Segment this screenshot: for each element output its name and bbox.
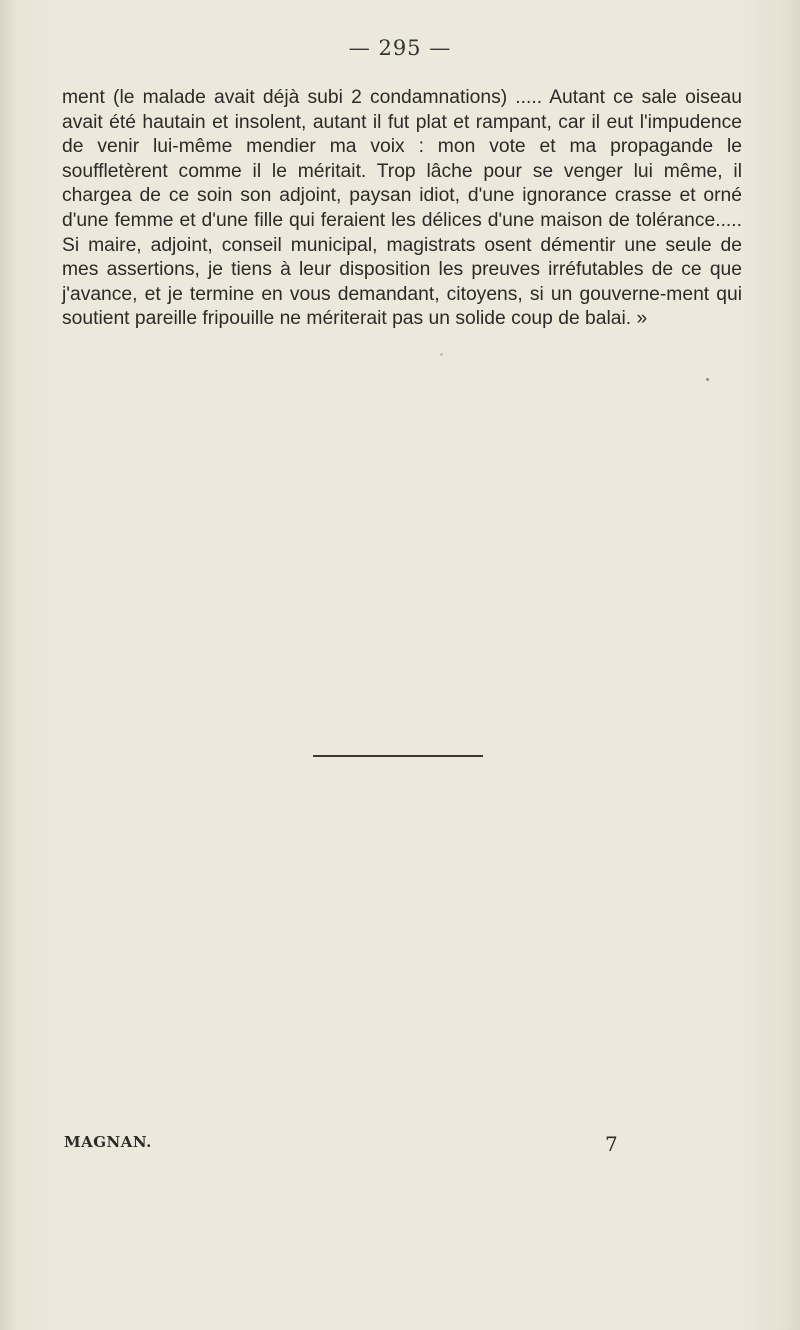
ink-speck [440, 353, 443, 356]
ink-speck [706, 378, 709, 381]
section-divider [313, 755, 483, 757]
page-number: — 295 — [348, 36, 452, 60]
printer-signature: MAGNAN. [64, 1133, 152, 1151]
sheet-number: 7 [605, 1132, 618, 1156]
body-paragraph: ment (le malade avait déjà subi 2 condamnations) ..... Autant ce sale oiseau avait été hautain et insolent, autant il fut plat et rampant, car il eut l'impudence de venir lui-même mendier ma voix : mon vote et ma propagande le souffletèrent comme il le méritait. Trop lâche pour se venger lui même, il chargea de ce soin son adjoint, paysan idiot, d'une ignorance crasse et orné d'une femme et d'une fille qui feraient les délices d'une maison de tolérance..... Si maire, adjoint, conseil municipal, magistrats osent démentir une seule de mes assertions, je tiens à leur disposition les preuves irréfutables de ce que j'avance, et je termine en vous demandant, citoyens, si un gouverne-ment qui soutient pareille fripouille ne mériterait pas un solide coup de balai. » [62, 87, 742, 330]
